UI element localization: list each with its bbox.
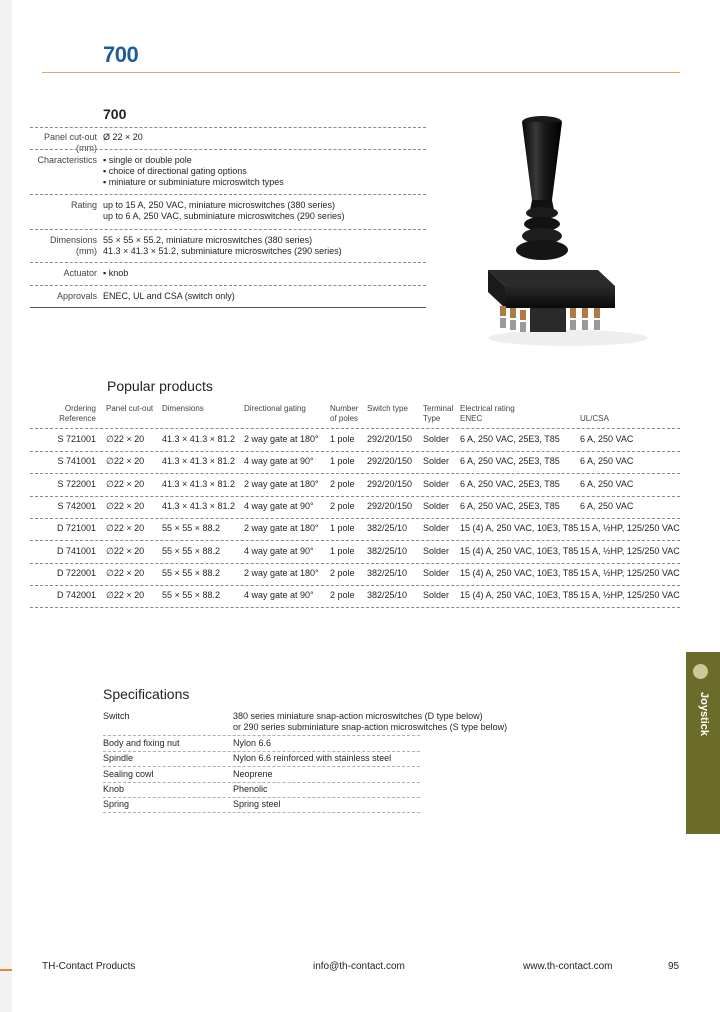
cell-ul-csa: 6 A, 250 VAC (580, 478, 634, 489)
cell-dimensions: 55 × 55 × 88.2 (162, 545, 221, 556)
cell-ordering-reference: S 742001 (57, 500, 96, 511)
table-row (30, 496, 680, 518)
cell-ordering-reference: S 722001 (57, 478, 96, 489)
spec-value: ENEC, UL and CSA (switch only) (103, 291, 235, 301)
cell-panel-cutout: ∅22 × 20 (106, 523, 145, 534)
spec-detail-key: Switch (103, 711, 130, 721)
cell-dimensions: 41.3 × 41.3 × 81.2 (162, 456, 236, 467)
cell-ul-csa: 6 A, 250 VAC (580, 500, 634, 511)
cell-number-of-poles: 2 pole (330, 500, 355, 511)
table-row (30, 429, 680, 451)
cell-electrical-rating: 15 (4) A, 250 VAC, 10E3, T85 (460, 523, 579, 534)
cell-ordering-reference: D 721001 (56, 523, 96, 534)
product-series-title: 700 (103, 106, 127, 122)
spec-value: ▪ single or double pole (103, 155, 192, 165)
cell-ul-csa: 15 A, ½HP, 125/250 VAC (580, 545, 680, 556)
table-row (30, 541, 680, 563)
cell-switch-type: 382/25/10 (367, 567, 408, 578)
spec-value: up to 15 A, 250 VAC, miniature microswitches (380 series) (103, 200, 335, 210)
margin-marker (0, 969, 12, 971)
spec-detail-divider (103, 782, 420, 783)
cell-number-of-poles: 1 pole (330, 545, 355, 556)
cell-panel-cutout: ∅22 × 20 (106, 567, 145, 578)
cell-number-of-poles: 2 pole (330, 567, 355, 578)
cell-number-of-poles: 2 pole (330, 478, 355, 489)
cell-switch-type: 382/25/10 (367, 545, 408, 556)
cell-number-of-poles: 1 pole (330, 456, 355, 467)
spec-detail-value: 380 series miniature snap-action microswitches (D type below) (233, 711, 483, 721)
spec-value: 55 × 55 × 55.2, miniature microswitches (380 series) (103, 235, 313, 245)
spec-value: ▪ miniature or subminiature microswitch types (103, 177, 284, 187)
spec-detail-divider (103, 751, 420, 752)
cell-dimensions: 55 × 55 × 88.2 (162, 523, 221, 534)
cell-ul-csa: 6 A, 250 VAC (580, 456, 634, 467)
cell-panel-cutout: ∅22 × 20 (106, 478, 145, 489)
cell-number-of-poles: 1 pole (330, 523, 355, 534)
cell-electrical-rating: 6 A, 250 VAC, 25E3, T85 (460, 434, 560, 444)
header-panel-cutout: Panel cut-out (106, 404, 154, 413)
cell-directional-gating: 2 way gate at 180° (244, 434, 319, 444)
cell-terminal-type: Solder (423, 523, 450, 534)
cell-switch-type: 382/25/10 (367, 590, 408, 601)
spec-divider (30, 194, 426, 195)
cell-panel-cutout: ∅22 × 20 (106, 500, 145, 511)
spec-value: up to 6 A, 250 VAC, subminiature microswitches (290 series) (103, 211, 345, 221)
cell-switch-type: 292/20/150 (367, 478, 413, 489)
cell-switch-type: 292/20/150 (367, 434, 413, 444)
cell-dimensions: 55 × 55 × 88.2 (162, 567, 221, 578)
page-margin-strip (0, 0, 12, 1012)
cell-switch-type: 382/25/10 (367, 523, 408, 534)
spec-label: Actuator (63, 268, 97, 278)
spec-detail-key: Spring (103, 799, 130, 809)
cell-directional-gating: 2 way gate at 180° (244, 567, 319, 578)
spec-value: 41.3 × 41.3 × 51.2, subminiature microswitches (290 series) (103, 246, 342, 256)
specifications-title: Specifications (103, 686, 190, 702)
popular-products-title: Popular products (107, 378, 213, 394)
cell-ordering-reference: D 741001 (56, 545, 96, 556)
header-ul-csa: UL/CSA (580, 414, 609, 423)
cell-electrical-rating: 15 (4) A, 250 VAC, 10E3, T85 (460, 590, 579, 601)
section-tab-label: Joystick (698, 691, 710, 737)
cell-ordering-reference: S 721001 (57, 434, 96, 444)
cell-directional-gating: 2 way gate at 180° (244, 523, 319, 534)
cell-panel-cutout: ∅22 × 20 (106, 456, 145, 467)
cell-terminal-type: Solder (423, 567, 450, 578)
spec-detail-divider (103, 766, 420, 767)
title-divider (42, 72, 680, 73)
cell-terminal-type: Solder (423, 500, 450, 511)
spec-detail-value: Nylon 6.6 (233, 738, 272, 748)
spec-detail-key: Body and fixing nut (103, 738, 180, 748)
header-electrical-rating: Electrical rating ENEC (460, 404, 515, 423)
cell-directional-gating: 4 way gate at 90° (244, 500, 314, 511)
spec-divider (30, 262, 426, 263)
cell-terminal-type: Solder (423, 478, 450, 489)
footer-company: TH-Contact Products (42, 961, 136, 972)
header-ordering-reference: Ordering Reference (59, 404, 96, 423)
table-row (30, 451, 680, 473)
header-directional-gating: Directional gating (244, 404, 306, 413)
spec-detail-key: Sealing cowl (103, 769, 154, 779)
cell-switch-type: 292/20/150 (367, 500, 413, 511)
spec-label: Dimensions (mm) (49, 235, 97, 256)
spec-divider (30, 149, 426, 150)
spec-detail-key: Spindle (103, 753, 134, 763)
cell-ul-csa: 6 A, 250 VAC (580, 434, 634, 444)
table-divider (30, 607, 680, 608)
page-title: 700 (103, 42, 139, 67)
cell-electrical-rating: 6 A, 250 VAC, 25E3, T85 (460, 478, 560, 489)
table-row (30, 585, 680, 607)
cell-directional-gating: 4 way gate at 90° (244, 545, 314, 556)
footer-website[interactable]: www.th-contact.com (523, 961, 613, 972)
spec-detail-value: Neoprene (233, 769, 273, 779)
spec-value: ▪ choice of directional gating options (103, 166, 247, 176)
cell-number-of-poles: 1 pole (330, 434, 355, 444)
cell-panel-cutout: ∅22 × 20 (106, 545, 145, 556)
cell-ordering-reference: S 741001 (57, 456, 96, 467)
cell-dimensions: 41.3 × 41.3 × 81.2 (162, 478, 236, 489)
cell-electrical-rating: 6 A, 250 VAC, 25E3, T85 (460, 456, 560, 467)
cell-terminal-type: Solder (423, 545, 450, 556)
footer-email[interactable]: info@th-contact.com (313, 961, 405, 972)
table-row (30, 474, 680, 496)
cell-ul-csa: 15 A, ½HP, 125/250 VAC (580, 567, 680, 578)
spec-label: Rating (70, 200, 97, 210)
header-number-of-poles: Number of poles (330, 404, 359, 423)
cell-directional-gating: 2 way gate at 180° (244, 478, 319, 489)
cell-electrical-rating: 6 A, 250 VAC, 25E3, T85 (460, 500, 560, 511)
cell-switch-type: 292/20/150 (367, 456, 413, 467)
cell-ul-csa: 15 A, ½HP, 125/250 VAC (580, 523, 680, 534)
cell-electrical-rating: 15 (4) A, 250 VAC, 10E3, T85 (460, 567, 579, 578)
spec-detail-value: Phenolic (233, 784, 268, 794)
cell-directional-gating: 4 way gate at 90° (244, 456, 314, 467)
cell-number-of-poles: 2 pole (330, 590, 355, 601)
cell-ordering-reference: D 722001 (56, 567, 96, 578)
spec-label: Characteristics (37, 155, 97, 165)
spec-end-rule (30, 307, 426, 308)
cell-dimensions: 41.3 × 41.3 × 81.2 (162, 434, 236, 444)
cell-ul-csa: 15 A, ½HP, 125/250 VAC (580, 590, 680, 601)
cell-directional-gating: 4 way gate at 90° (244, 590, 314, 601)
header-dimensions: Dimensions (162, 404, 204, 413)
spec-value: Ø 22 × 20 (103, 132, 143, 142)
spec-detail-divider (103, 812, 420, 813)
spec-detail-key: Knob (103, 784, 125, 794)
header-terminal-type: Terminal Type (423, 404, 454, 423)
cell-panel-cutout: ∅22 × 20 (106, 590, 145, 601)
spec-value: ▪ knob (103, 268, 129, 278)
spec-label: Approvals (56, 291, 97, 301)
table-row (30, 518, 680, 540)
spec-detail-value: Nylon 6.6 reinforced with stainless steel (233, 753, 392, 763)
cell-terminal-type: Solder (423, 434, 450, 444)
spec-divider (30, 285, 426, 286)
spec-divider (30, 127, 426, 128)
spec-detail-value: or 290 series subminiature snap-action microswitches (S type below) (233, 722, 508, 732)
cell-terminal-type: Solder (423, 456, 450, 467)
footer-page-number: 95 (668, 961, 680, 972)
cell-dimensions: 41.3 × 41.3 × 81.2 (162, 500, 236, 511)
spec-detail-divider (103, 735, 420, 736)
cell-ordering-reference: D 742001 (56, 590, 96, 601)
spec-divider (30, 229, 426, 230)
spec-detail-divider (103, 797, 420, 798)
cell-dimensions: 55 × 55 × 88.2 (162, 590, 221, 601)
spec-label: Panel cut-out (mm) (43, 132, 97, 153)
header-switch-type: Switch type (367, 404, 408, 413)
cell-terminal-type: Solder (423, 590, 450, 601)
table-row (30, 563, 680, 585)
cell-electrical-rating: 15 (4) A, 250 VAC, 10E3, T85 (460, 545, 579, 556)
spec-detail-value: Spring steel (233, 799, 281, 809)
cell-panel-cutout: ∅22 × 20 (106, 434, 145, 444)
joystick-product-image (470, 108, 670, 348)
